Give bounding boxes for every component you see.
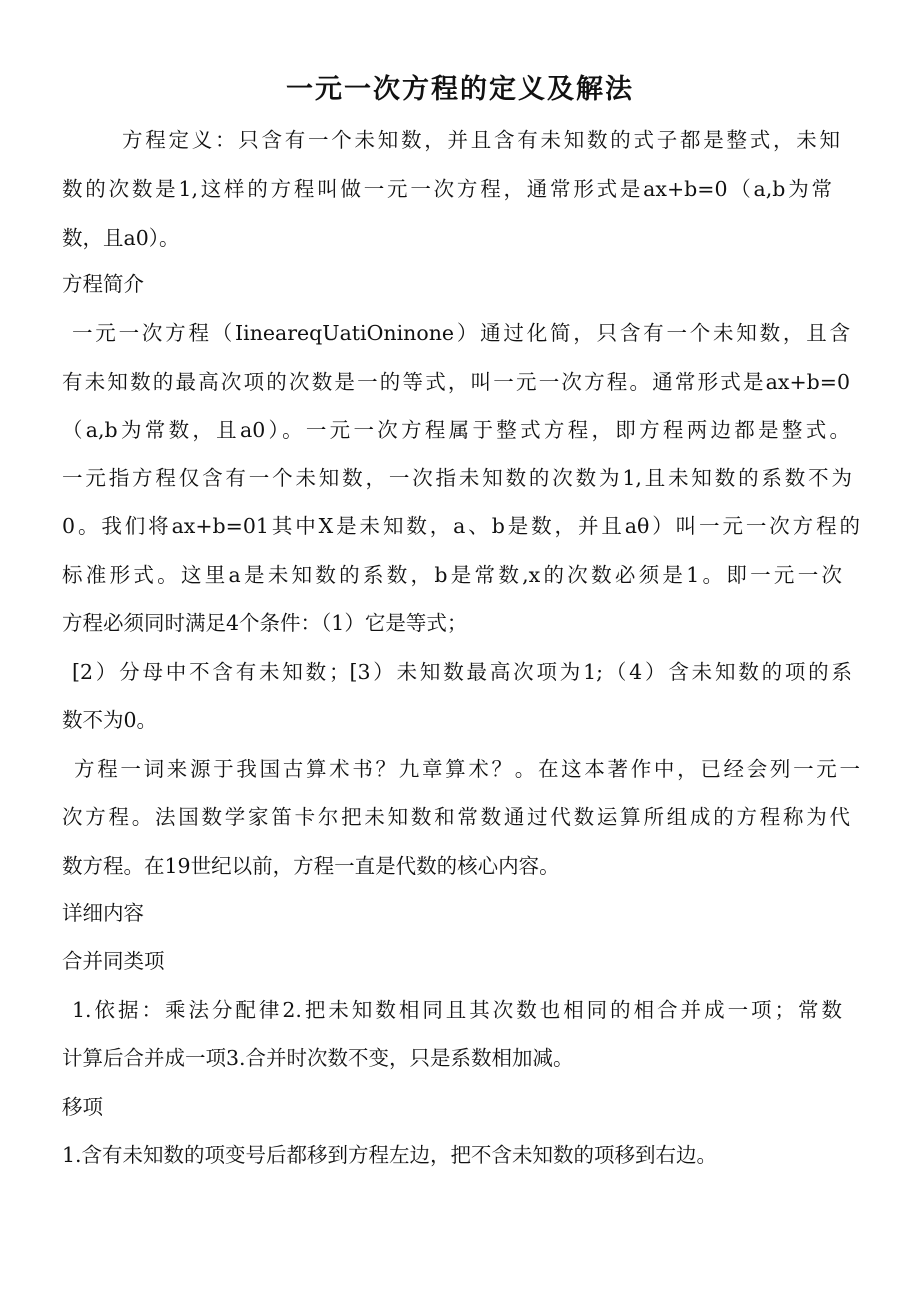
paragraph-line: 0。我们将ax+b=01其中X是未知数，a、b是数，并且aθ）叫一元一次方程的 — [62, 514, 860, 538]
paragraph-line: 次方程。法国数学家笛卡尔把未知数和常数通过代数运算所组成的方程称为代 — [62, 805, 850, 829]
section-heading: 方程简介 — [62, 272, 144, 296]
paragraph-line: [2）分母中不含有未知数；[3）未知数最高次项为1;（4）含未知数的项的系 — [72, 660, 852, 684]
paragraph-line: 1.含有未知数的项变号后都移到方程左边，把不含未知数的项移到右边。 — [62, 1143, 718, 1167]
section-heading: 移项 — [62, 1095, 103, 1119]
paragraph-line: 方程定义：只含有一个未知数，并且含有未知数的式子都是整式，未知 — [122, 128, 840, 152]
section-heading: 详细内容 — [62, 901, 144, 925]
paragraph-line: 标准形式。这里a是未知数的系数，b是常数,x的次数必须是1。即一元一次 — [62, 563, 842, 587]
document-title: 一元一次方程的定义及解法 — [286, 74, 634, 105]
paragraph-line: 1.依据：乘法分配律2.把未知数相同且其次数也相同的相合并成一项；常数 — [72, 998, 842, 1022]
paragraph-line: 计算后合并成一项3.合并时次数不变，只是系数相加减。 — [62, 1046, 574, 1070]
paragraph-line: 一元指方程仅含有一个未知数，一次指未知数的次数为1,且未知数的系数不为 — [62, 466, 852, 490]
section-heading: 合并同类项 — [62, 949, 165, 973]
paragraph-line: 有未知数的最高次项的次数是一的等式，叫一元一次方程。通常形式是ax+b=0 — [62, 370, 850, 394]
paragraph-line: 数不为0。 — [62, 708, 158, 732]
paragraph-line: （a,b为常数，且a0）。一元一次方程属于整式方程，即方程两边都是整式。 — [62, 418, 850, 442]
paragraph-line: 方程必须同时满足4个条件：（1）它是等式； — [62, 611, 468, 635]
paragraph-line: 数，且a0）。 — [62, 226, 180, 250]
paragraph-line: 一元一次方程（IineareqUatiOninone）通过化简，只含有一个未知数，且含 — [72, 321, 850, 345]
paragraph-line: 数的次数是1,这样的方程叫做一元一次方程，通常形式是ax+b=0（a,b为常 — [62, 177, 832, 201]
paragraph-line: 数方程。在19世纪以前，方程一直是代数的核心内容。 — [62, 854, 560, 878]
paragraph-line: 方程一词来源于我国古算术书？九章算术？。在这本著作中，已经会列一元一 — [74, 757, 860, 781]
